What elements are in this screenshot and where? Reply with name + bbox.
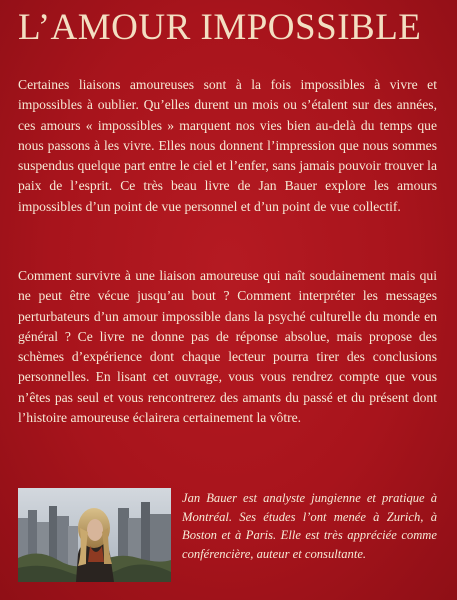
description-paragraph-1: Certaines liaisons amoureuses sont à la fois impossibles à vivre et impossibles à oublier. Qu’elles durent un mois ou s’étalent sur des années, ces amours « impossibles » marquent nos vies bien au-delà du temps que nous passons à les vivre. Elles nous donnent l’impression que nous sommes suspendus quelque part entre le ciel et l’enfer, sans jamais pouvoir trouver la paix de l’esprit. Ce très beau livre de Jan Bauer explore les amours impossibles d’un point de vue personnel et d’un point de vue collectif. <box>18 77 437 214</box>
description-paragraph-2: Comment survivre à une liaison amoureuse qui naît soudainement mais qui ne peut être vécue jusqu’au bout ? Comment interpréter les messages perturbateurs d’un amour impossible dans la psyché culturelle du monde en général ? Ce livre ne donne pas de réponse absolue, mais propose des schèmes d’expérience dont chaque lecteur pourra tirer des conclusions personnelles. En lisant cet ouvrage, vous vous rendrez compte que vous n’êtes pas seul et vous rencontrerez des amants du passé et du présent dont l’histoire amoureuse éclairera certainement la vôtre. <box>18 268 437 426</box>
author-photo <box>18 488 171 582</box>
author-bio: Jan Bauer est analyste jungienne et pratique à Montréal. Ses études l’ont menée à Zurich, à Boston et à Paris. Elle est très appréciée comme conférencière, auteur et consultante. <box>182 491 437 561</box>
author-photo-image <box>18 488 171 582</box>
book-title: L’AMOUR IMPOSSIBLE <box>18 7 422 48</box>
